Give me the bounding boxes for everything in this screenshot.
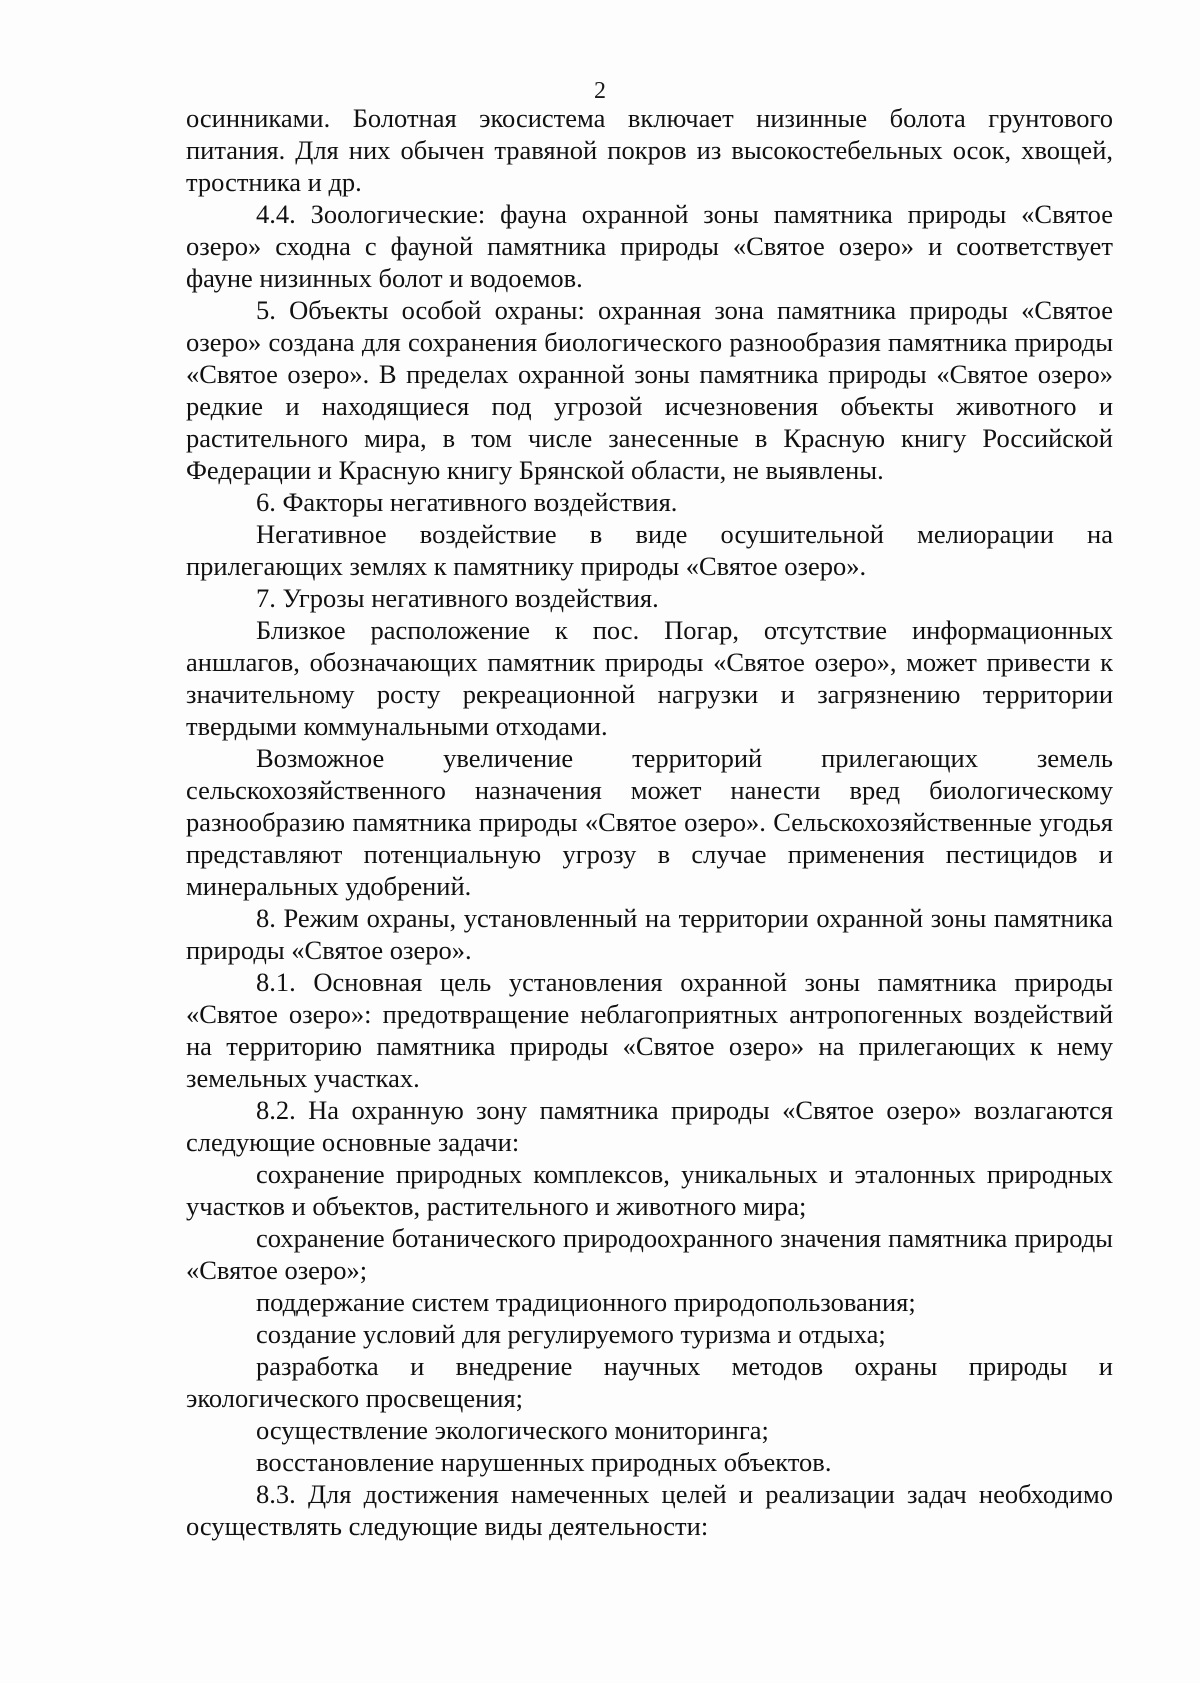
paragraph: поддержание систем традиционного природопользования; bbox=[256, 1287, 916, 1317]
paragraph: Близкое расположение к пос. Погар, отсутствие информационных аншлагов, обозначающих памятник природы «Святое озеро», может привести к значительному росту рекреационной нагрузки и загрязнению территории твердыми коммунальными отходами. bbox=[186, 615, 1113, 741]
paragraph: 8.2. На охранную зону памятника природы «Святое озеро» возлагаются следующие основные задачи: bbox=[186, 1095, 1113, 1157]
paragraph: разработка и внедрение научных методов охраны природы и экологического просвещения; bbox=[186, 1351, 1113, 1413]
paragraph: 8. Режим охраны, установленный на территории охранной зоны памятника природы «Святое озеро». bbox=[186, 903, 1113, 965]
paragraph: Негативное воздействие в виде осушительной мелиорации на прилегающих землях к памятнику природы «Святое озеро». bbox=[186, 519, 1113, 581]
paragraph: осуществление экологического мониторинга; bbox=[256, 1415, 769, 1445]
paragraph: сохранение ботанического природоохранного значения памятника природы «Святое озеро»; bbox=[186, 1223, 1113, 1285]
paragraph: 8.1. Основная цель установления охранной зоны памятника природы «Святое озеро»: предотвращение неблагоприятных антропогенных воздействий на территорию памятника природы «Святое озеро» на прилегающих к нему земельных участках. bbox=[186, 967, 1113, 1093]
paragraph: 6. Факторы негативного воздействия. bbox=[256, 487, 678, 517]
paragraph: Возможное увеличение территорий прилегающих земель сельскохозяйственного назначения может нанести вред биологическому разнообразию памятника природы «Святое озеро». Сельскохозяйственные угодья представляют потенциальную угрозу в случае применения пестицидов и минеральных удобрений. bbox=[186, 743, 1113, 901]
document-body bbox=[186, 102, 1113, 1542]
paragraph: 7. Угрозы негативного воздействия. bbox=[256, 583, 659, 613]
paragraph: восстановление нарушенных природных объектов. bbox=[256, 1447, 832, 1477]
paragraph: осинниками. Болотная экосистема включает низинные болота грунтового питания. Для них обычен травяной покров из высокостебельных осок, хвощей, тростника и др. bbox=[186, 103, 1113, 197]
paragraph: создание условий для регулируемого туризма и отдыха; bbox=[256, 1319, 886, 1349]
paragraph: 8.3. Для достижения намеченных целей и реализации задач необходимо осуществлять следующие виды деятельности: bbox=[186, 1479, 1113, 1541]
paragraph: сохранение природных комплексов, уникальных и эталонных природных участков и объектов, растительного и животного мира; bbox=[186, 1159, 1113, 1221]
paragraph: 4.4. Зоологические: фауна охранной зоны памятника природы «Святое озеро» сходна с фауной памятника природы «Святое озеро» и соответствует фауне низинных болот и водоемов. bbox=[186, 199, 1113, 293]
page-number: 2 bbox=[594, 78, 606, 104]
paragraph: 5. Объекты особой охраны: охранная зона памятника природы «Святое озеро» создана для сохранения биологического разнообразия памятника природы «Святое озеро». В пределах охранной зоны памятника природы «Святое озеро» редкие и находящиеся под угрозой исчезновения объекты животного и растительного мира, в том числе занесенные в Красную книгу Российской Федерации и Красную книгу Брянской области, не выявлены. bbox=[186, 295, 1113, 485]
